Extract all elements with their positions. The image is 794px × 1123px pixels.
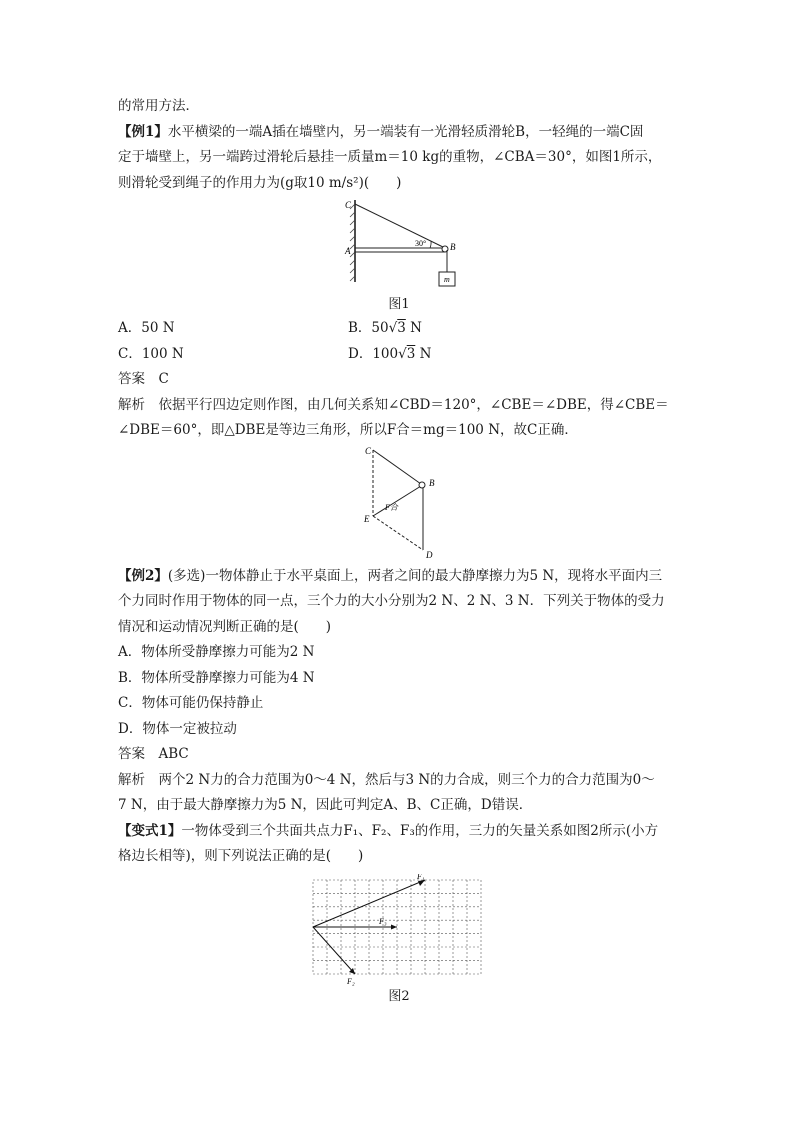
var1-tag: 【变式1】 — [118, 822, 182, 839]
fig1-angle-arc — [430, 241, 431, 248]
ex1-option-a: A．50 N — [118, 320, 175, 336]
ex2-option-d: D．物体一定被拉动 — [118, 720, 237, 737]
ex1-option-c: C．100 N — [118, 345, 184, 362]
fig1-caption: 图1 — [388, 297, 410, 312]
ex1-line2: 定于墙壁上，另一端跨过滑轮后悬挂一质量m＝10 kg的重物，∠CBA＝30°，如图1所示， — [118, 149, 662, 165]
ex1-options-row2 — [118, 342, 680, 368]
ex2-line1: 【例2】(多选)一物体静止于水平桌面上，两者之间的最大静摩擦力为5 N，现将水平面内三 — [118, 567, 663, 584]
ex2-analysis-line1: 解析 两个2 N力的合力范围为0～4 N，然后与3 N的力合成，则三个力的合力范围为0～ — [118, 771, 655, 788]
figa-label-c: C — [365, 445, 372, 456]
figure-2 — [309, 874, 489, 986]
fig2-f2-arrow — [313, 927, 355, 974]
fig2-caption: 图2 — [388, 988, 410, 1004]
figa-label-e: E — [364, 513, 370, 524]
var1-line2: 格边长相等)，则下列说法正确的是( ) — [118, 848, 364, 864]
var1-line1: 【变式1】一物体受到三个共面共点力F₁、F₂、F₃的作用，三力的矢量关系如图2所示(小方 — [118, 822, 659, 839]
ex1-text1: 水平横梁的一端A插在墙壁内，另一端装有一光滑轻质滑轮B，一轻绳的一端C固 — [167, 123, 644, 140]
ex1-tag: 【例1】 — [118, 123, 168, 140]
fig1-rope — [355, 204, 445, 248]
fig2-label-f3: F₃ — [379, 916, 387, 926]
fig2-label-f1: F₁ — [417, 873, 425, 881]
fig2-label-f2: F₂ — [347, 976, 355, 986]
fig2-f3-head — [391, 924, 397, 929]
ex1-analysis-line2: ∠DBE＝60°，即△DBE是等边三角形，所以F合＝mg＝100 N，故C正确． — [118, 422, 578, 438]
figa-cb — [373, 450, 421, 484]
ex1-line1 — [118, 120, 680, 146]
figa-pulley — [419, 482, 425, 488]
fig1-label-a: A — [345, 246, 351, 256]
fig1-label-m: m — [444, 275, 450, 284]
ex2-option-a: A．物体所受静摩擦力可能为2 N — [118, 644, 315, 660]
figure-1 — [319, 196, 479, 294]
ex1-answer: 答案 C — [118, 371, 169, 387]
figa-label-d: D — [426, 549, 433, 560]
figa-ed — [373, 516, 423, 550]
figure-analysis — [329, 444, 469, 564]
ex2-option-b: B．物体所受静摩擦力可能为4 N — [118, 669, 315, 686]
ex1-option-d: D．100√3 N — [348, 345, 432, 362]
fig1-label-angle: 30° — [415, 239, 427, 248]
page-content — [118, 94, 680, 1008]
ex2-answer: 答案 ABC — [118, 746, 189, 762]
ex2-analysis-line2: 7 N，由于最大静摩擦力为5 N，因此可判定A、B、C正确，D错误． — [118, 797, 533, 813]
fig1-label-b: B — [450, 242, 456, 252]
fig1-label-c: C — [345, 200, 352, 210]
intro-text: 的常用方法． — [118, 98, 199, 114]
ex2-option-c: C．物体可能仍保持静止 — [118, 695, 264, 711]
ex2-line3: 情况和运动情况判断正确的是( ) — [118, 618, 332, 635]
figa-label-f: F合 — [385, 502, 398, 512]
figa-label-b: B — [429, 477, 435, 488]
ex2-tag: 【例2】 — [118, 567, 168, 584]
fig1-beam — [355, 248, 445, 252]
ex1-options-row1 — [118, 316, 680, 342]
ex1-option-b: B．50√3 N — [348, 320, 422, 336]
ex1-analysis-line1: 解析 依据平行四边定则作图，由几何关系知∠CBD＝120°，∠CBE＝∠DBE，得∠CBE＝ — [118, 396, 669, 413]
ex2-line2: 个力同时作用于物体的同一点，三个力的大小分别为2 N、2 N、3 N．下列关于物体的受力 — [118, 593, 665, 609]
ex1-line3: 则滑轮受到绳子的作用力为(g取10 m/s²)( ) — [118, 174, 402, 191]
